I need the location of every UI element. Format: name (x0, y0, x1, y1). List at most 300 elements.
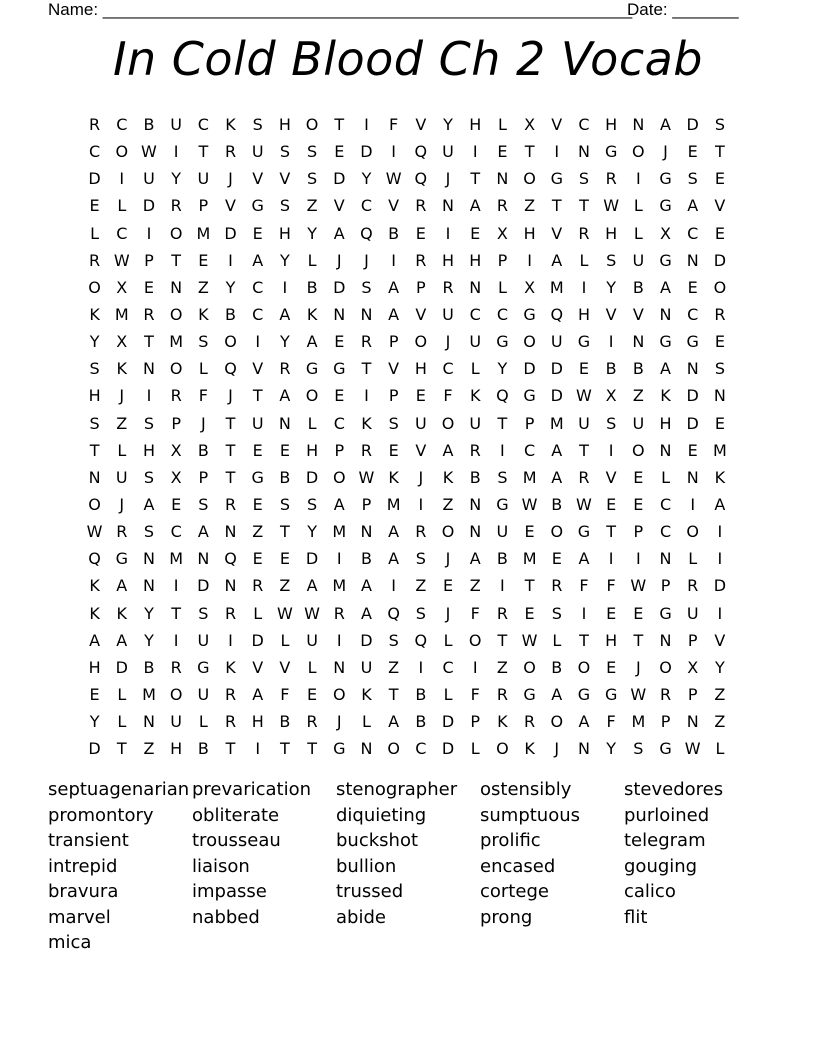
grid-letter[interactable]: A (333, 223, 345, 243)
grid-letter[interactable]: L (117, 440, 127, 460)
grid-letter[interactable]: R (524, 712, 536, 732)
grid-letter[interactable]: A (714, 495, 726, 515)
grid-letter[interactable]: I (608, 549, 614, 569)
grid-letter[interactable]: K (660, 386, 671, 406)
grid-letter[interactable]: A (660, 115, 671, 135)
grid-letter[interactable]: R (578, 223, 590, 243)
grid-letter[interactable]: F (280, 685, 290, 705)
grid-letter[interactable]: R (224, 685, 237, 705)
grid-letter[interactable]: Z (252, 522, 264, 542)
grid-letter[interactable]: R (89, 250, 101, 270)
grid-letter[interactable]: R (224, 495, 237, 515)
grid-letter[interactable]: F (443, 386, 453, 406)
grid-letter[interactable]: Y (144, 603, 154, 623)
grid-letter[interactable]: V (279, 169, 291, 189)
grid-letter[interactable]: M (169, 332, 184, 352)
grid-letter[interactable]: T (116, 739, 127, 759)
grid-letter[interactable]: V (714, 196, 726, 216)
grid-letter[interactable]: X (170, 467, 182, 487)
grid-letter[interactable]: N (224, 576, 237, 596)
grid-letter[interactable]: P (524, 413, 535, 433)
grid-letter[interactable]: S (143, 467, 155, 487)
grid-letter[interactable]: H (306, 440, 319, 460)
grid-letter[interactable]: V (279, 657, 291, 677)
grid-letter[interactable]: T (388, 685, 399, 705)
grid-letter[interactable]: G (577, 522, 591, 542)
grid-letter[interactable]: U (442, 142, 454, 162)
grid-letter[interactable]: Z (524, 196, 536, 216)
grid-letter[interactable]: B (632, 359, 644, 379)
grid-letter[interactable]: A (388, 277, 400, 297)
grid-letter[interactable]: J (445, 169, 451, 189)
grid-letter[interactable]: Z (143, 739, 155, 759)
grid-letter[interactable]: U (469, 332, 482, 352)
grid-letter[interactable]: B (225, 305, 237, 325)
grid-letter[interactable]: M (713, 440, 727, 460)
grid-letter[interactable]: W (141, 142, 157, 162)
grid-letter[interactable]: U (115, 467, 128, 487)
grid-letter[interactable]: C (659, 495, 672, 515)
grid-letter[interactable]: P (388, 332, 399, 352)
grid-letter[interactable]: I (336, 549, 342, 569)
grid-letter[interactable]: X (605, 386, 617, 406)
grid-letter[interactable]: D (686, 413, 699, 433)
grid-letter[interactable]: D (713, 250, 727, 270)
grid-letter[interactable]: P (660, 712, 671, 732)
grid-letter[interactable]: Z (279, 576, 291, 596)
grid-letter[interactable]: G (496, 332, 509, 352)
grid-letter[interactable]: I (255, 739, 261, 759)
grid-letter[interactable]: V (714, 630, 726, 650)
grid-letter[interactable]: Y (715, 657, 725, 677)
grid-letter[interactable]: E (252, 549, 263, 569)
grid-letter[interactable]: F (579, 576, 589, 596)
grid-letter[interactable]: K (198, 305, 209, 325)
grid-letter[interactable]: T (225, 413, 236, 433)
grid-letter[interactable]: J (119, 495, 125, 515)
grid-letter[interactable]: H (88, 657, 101, 677)
grid-letter[interactable]: E (687, 277, 698, 297)
grid-letter[interactable]: B (415, 685, 427, 705)
grid-letter[interactable]: S (551, 603, 562, 623)
grid-letter[interactable]: F (606, 712, 616, 732)
grid-letter[interactable]: W (113, 250, 130, 270)
grid-letter[interactable]: R (415, 522, 427, 542)
grid-letter[interactable]: Z (469, 576, 481, 596)
grid-letter[interactable]: L (633, 196, 643, 216)
grid-letter[interactable]: L (90, 223, 100, 243)
grid-letter[interactable]: I (391, 250, 397, 270)
grid-letter[interactable]: G (523, 685, 536, 705)
grid-letter[interactable]: P (633, 522, 644, 542)
grid-letter[interactable]: J (445, 549, 451, 569)
grid-letter[interactable]: F (389, 115, 399, 135)
grid-letter[interactable]: A (143, 495, 155, 515)
grid-letter[interactable]: W (358, 467, 375, 487)
grid-letter[interactable]: H (605, 630, 618, 650)
grid-letter[interactable]: Y (225, 277, 236, 297)
grid-letter[interactable]: Q (550, 305, 564, 325)
grid-letter[interactable]: M (549, 277, 564, 297)
grid-letter[interactable]: J (445, 332, 451, 352)
grid-letter[interactable]: L (198, 359, 208, 379)
grid-letter[interactable]: C (333, 413, 345, 433)
grid-letter[interactable]: B (143, 657, 155, 677)
grid-letter[interactable]: O (468, 630, 482, 650)
grid-letter[interactable]: B (197, 739, 209, 759)
grid-letter[interactable]: O (88, 277, 101, 297)
grid-letter[interactable]: R (224, 142, 237, 162)
grid-letter[interactable]: F (470, 685, 480, 705)
grid-letter[interactable]: C (252, 305, 264, 325)
grid-letter[interactable]: D (305, 467, 319, 487)
grid-letter[interactable]: R (714, 305, 726, 325)
grid-letter[interactable]: A (551, 467, 563, 487)
grid-letter[interactable]: N (686, 359, 699, 379)
grid-letter[interactable]: J (336, 712, 342, 732)
grid-letter[interactable]: S (307, 495, 318, 515)
grid-letter[interactable]: A (197, 522, 209, 542)
grid-letter[interactable]: L (307, 413, 317, 433)
grid-letter[interactable]: L (253, 603, 263, 623)
grid-letter[interactable]: P (388, 386, 399, 406)
grid-letter[interactable]: E (442, 576, 454, 596)
grid-letter[interactable]: T (334, 115, 345, 135)
grid-letter[interactable]: G (659, 739, 672, 759)
grid-letter[interactable]: T (225, 467, 236, 487)
grid-letter[interactable]: W (304, 603, 320, 623)
grid-letter[interactable]: O (632, 440, 645, 460)
grid-letter[interactable]: A (578, 712, 590, 732)
grid-letter[interactable]: Y (307, 522, 317, 542)
grid-letter[interactable]: L (470, 359, 480, 379)
grid-letter[interactable]: V (252, 169, 264, 189)
grid-letter[interactable]: L (307, 657, 317, 677)
grid-letter[interactable]: Y (361, 169, 372, 189)
grid-letter[interactable]: R (687, 576, 699, 596)
grid-letter[interactable]: C (360, 196, 373, 216)
grid-letter[interactable]: O (169, 305, 183, 325)
grid-letter[interactable]: E (89, 685, 100, 705)
grid-letter[interactable]: D (197, 576, 210, 596)
grid-letter[interactable]: P (198, 196, 209, 216)
grid-letter[interactable]: C (116, 223, 128, 243)
grid-letter[interactable]: C (469, 305, 481, 325)
grid-letter[interactable]: S (388, 413, 399, 433)
grid-letter[interactable]: T (606, 522, 617, 542)
grid-letter[interactable]: E (606, 657, 617, 677)
grid-letter[interactable]: S (89, 413, 100, 433)
grid-letter[interactable]: N (142, 712, 155, 732)
grid-letter[interactable]: S (198, 495, 209, 515)
grid-letter[interactable]: D (550, 386, 563, 406)
grid-letter[interactable]: S (415, 603, 426, 623)
grid-letter[interactable]: N (360, 522, 373, 542)
grid-letter[interactable]: C (170, 522, 182, 542)
grid-letter[interactable]: N (686, 250, 699, 270)
grid-letter[interactable]: D (251, 630, 264, 650)
grid-letter[interactable]: T (715, 142, 725, 162)
grid-letter[interactable]: O (88, 495, 101, 515)
grid-letter[interactable]: O (169, 685, 183, 705)
grid-letter[interactable]: E (388, 440, 399, 460)
grid-letter[interactable]: G (604, 142, 618, 162)
grid-letter[interactable]: S (143, 413, 155, 433)
grid-letter[interactable]: H (251, 712, 264, 732)
grid-letter[interactable]: Z (415, 576, 427, 596)
grid-letter[interactable]: G (305, 359, 319, 379)
grid-letter[interactable]: S (633, 739, 644, 759)
grid-letter[interactable]: T (524, 576, 535, 596)
grid-letter[interactable]: C (252, 277, 264, 297)
grid-letter[interactable]: A (388, 712, 400, 732)
grid-letter[interactable]: M (332, 576, 347, 596)
grid-letter[interactable]: T (198, 142, 209, 162)
grid-letter[interactable]: D (360, 142, 373, 162)
grid-letter[interactable]: A (279, 305, 291, 325)
grid-letter[interactable]: A (388, 305, 400, 325)
grid-letter[interactable]: M (522, 467, 537, 487)
grid-letter[interactable]: C (442, 657, 454, 677)
grid-letter[interactable]: U (496, 522, 509, 542)
grid-letter[interactable]: Z (714, 712, 726, 732)
grid-letter[interactable]: K (89, 576, 100, 596)
grid-letter[interactable]: I (173, 142, 179, 162)
grid-letter[interactable]: E (252, 440, 263, 460)
grid-letter[interactable]: Y (89, 712, 100, 732)
grid-letter[interactable]: A (360, 576, 372, 596)
grid-letter[interactable]: A (551, 250, 563, 270)
grid-letter[interactable]: S (361, 277, 372, 297)
grid-letter[interactable]: B (279, 467, 291, 487)
grid-letter[interactable]: L (117, 712, 127, 732)
grid-letter[interactable]: E (687, 142, 698, 162)
grid-letter[interactable]: S (388, 630, 399, 650)
grid-letter[interactable]: E (606, 495, 617, 515)
grid-letter[interactable]: Z (197, 277, 209, 297)
grid-letter[interactable]: K (225, 115, 236, 135)
grid-letter[interactable]: Q (414, 630, 428, 650)
grid-letter[interactable]: K (116, 603, 128, 623)
grid-letter[interactable]: J (663, 142, 668, 162)
grid-letter[interactable]: A (116, 576, 128, 596)
grid-letter[interactable]: R (143, 305, 155, 325)
grid-letter[interactable]: N (278, 413, 291, 433)
name-field-label[interactable]: Name: ________________________________________________________ (48, 0, 633, 19)
grid-letter[interactable]: N (659, 305, 672, 325)
grid-letter[interactable]: O (305, 115, 319, 135)
grid-letter[interactable]: I (282, 277, 288, 297)
grid-letter[interactable]: D (360, 630, 373, 650)
grid-letter[interactable]: U (414, 413, 427, 433)
grid-letter[interactable]: B (360, 549, 372, 569)
grid-letter[interactable]: Y (144, 630, 154, 650)
grid-letter[interactable]: E (279, 440, 290, 460)
grid-letter[interactable]: B (279, 712, 291, 732)
grid-letter[interactable]: R (170, 196, 182, 216)
grid-letter[interactable]: T (579, 196, 589, 216)
grid-letter[interactable]: C (496, 305, 508, 325)
grid-letter[interactable]: D (333, 277, 346, 297)
grid-letter[interactable]: I (527, 250, 532, 270)
grid-letter[interactable]: W (521, 630, 538, 650)
grid-letter[interactable]: L (661, 467, 670, 487)
grid-letter[interactable]: N (142, 576, 155, 596)
grid-letter[interactable]: R (496, 603, 508, 623)
grid-letter[interactable]: J (635, 657, 641, 677)
grid-letter[interactable]: B (496, 549, 508, 569)
grid-letter[interactable]: K (361, 413, 372, 433)
grid-letter[interactable]: N (360, 305, 373, 325)
grid-letter[interactable]: O (441, 522, 455, 542)
grid-letter[interactable]: C (524, 440, 536, 460)
grid-letter[interactable]: B (415, 712, 427, 732)
grid-letter[interactable]: P (144, 250, 154, 270)
grid-letter[interactable]: E (714, 169, 725, 189)
grid-letter[interactable]: G (659, 603, 672, 623)
grid-letter[interactable]: U (197, 169, 210, 189)
grid-letter[interactable]: U (197, 630, 210, 650)
grid-letter[interactable]: N (442, 196, 455, 216)
grid-letter[interactable]: V (551, 115, 563, 135)
grid-letter[interactable]: E (89, 196, 100, 216)
grid-letter[interactable]: K (116, 359, 128, 379)
grid-letter[interactable]: G (523, 305, 536, 325)
grid-letter[interactable]: N (496, 169, 509, 189)
grid-letter[interactable]: A (116, 630, 128, 650)
grid-letter[interactable]: J (336, 250, 342, 270)
grid-letter[interactable]: E (633, 603, 644, 623)
grid-letter[interactable]: G (659, 169, 672, 189)
grid-letter[interactable]: E (334, 386, 345, 406)
grid-letter[interactable]: Z (116, 413, 128, 433)
grid-letter[interactable]: E (198, 250, 209, 270)
grid-letter[interactable]: I (690, 495, 696, 515)
grid-letter[interactable]: E (252, 223, 263, 243)
grid-letter[interactable]: N (469, 495, 482, 515)
grid-letter[interactable]: B (469, 467, 481, 487)
grid-letter[interactable]: S (279, 142, 290, 162)
grid-letter[interactable]: S (578, 169, 590, 189)
grid-letter[interactable]: I (364, 115, 369, 135)
grid-letter[interactable]: S (279, 495, 290, 515)
grid-letter[interactable]: G (604, 685, 618, 705)
grid-letter[interactable]: M (142, 685, 156, 705)
grid-letter[interactable]: G (496, 495, 509, 515)
grid-letter[interactable]: C (89, 142, 101, 162)
grid-letter[interactable]: E (470, 223, 481, 243)
grid-letter[interactable]: R (279, 359, 291, 379)
grid-letter[interactable]: P (470, 712, 481, 732)
grid-letter[interactable]: R (360, 332, 373, 352)
grid-letter[interactable]: G (333, 359, 346, 379)
grid-letter[interactable]: S (714, 359, 725, 379)
grid-letter[interactable]: R (659, 685, 672, 705)
grid-letter[interactable]: I (146, 223, 152, 243)
grid-letter[interactable]: C (659, 522, 672, 542)
grid-letter[interactable]: K (469, 386, 481, 406)
grid-letter[interactable]: R (469, 440, 481, 460)
grid-letter[interactable]: S (252, 115, 263, 135)
grid-letter[interactable]: W (276, 603, 293, 623)
grid-letter[interactable]: O (659, 657, 672, 677)
grid-letter[interactable]: Y (307, 223, 317, 243)
grid-letter[interactable]: A (279, 386, 291, 406)
grid-letter[interactable]: E (279, 549, 290, 569)
grid-letter[interactable]: U (170, 712, 183, 732)
grid-letter[interactable]: V (388, 196, 400, 216)
grid-letter[interactable]: Q (496, 386, 509, 406)
grid-letter[interactable]: W (86, 522, 103, 542)
grid-letter[interactable]: O (441, 413, 455, 433)
grid-letter[interactable]: E (524, 522, 535, 542)
grid-letter[interactable]: D (88, 169, 101, 189)
grid-letter[interactable]: N (224, 522, 237, 542)
grid-letter[interactable]: L (280, 630, 290, 650)
grid-letter[interactable]: D (550, 359, 563, 379)
grid-letter[interactable]: L (198, 712, 208, 732)
grid-letter[interactable]: N (469, 277, 482, 297)
grid-letter[interactable]: A (388, 549, 400, 569)
grid-letter[interactable]: B (306, 277, 318, 297)
grid-letter[interactable]: D (686, 115, 699, 135)
grid-letter[interactable]: G (659, 250, 672, 270)
grid-letter[interactable]: I (255, 332, 261, 352)
grid-letter[interactable]: E (578, 359, 590, 379)
grid-letter[interactable]: V (415, 440, 427, 460)
grid-letter[interactable]: A (89, 630, 101, 650)
grid-letter[interactable]: O (496, 739, 509, 759)
grid-letter[interactable]: B (388, 223, 400, 243)
grid-letter[interactable]: V (551, 223, 563, 243)
grid-letter[interactable]: Z (306, 196, 318, 216)
grid-letter[interactable]: W (576, 495, 592, 515)
grid-letter[interactable]: L (362, 712, 371, 732)
grid-letter[interactable]: B (551, 657, 563, 677)
grid-letter[interactable]: N (632, 332, 645, 352)
grid-letter[interactable]: U (143, 169, 155, 189)
grid-letter[interactable]: R (170, 386, 182, 406)
grid-letter[interactable]: C (442, 359, 454, 379)
grid-letter[interactable]: T (280, 522, 290, 542)
grid-letter[interactable]: C (578, 115, 590, 135)
grid-letter[interactable]: J (228, 386, 233, 406)
grid-letter[interactable]: X (496, 223, 508, 243)
grid-letter[interactable]: U (360, 657, 373, 677)
grid-letter[interactable]: R (578, 467, 590, 487)
grid-letter[interactable]: E (551, 549, 562, 569)
grid-letter[interactable]: O (523, 657, 536, 677)
grid-letter[interactable]: L (470, 739, 480, 759)
grid-letter[interactable]: Q (88, 549, 101, 569)
grid-letter[interactable]: I (554, 142, 560, 162)
grid-letter[interactable]: S (198, 332, 209, 352)
grid-letter[interactable]: V (605, 467, 617, 487)
grid-letter[interactable]: I (364, 386, 369, 406)
grid-letter[interactable]: L (497, 277, 507, 297)
grid-letter[interactable]: E (606, 603, 617, 623)
grid-letter[interactable]: O (414, 332, 428, 352)
grid-letter[interactable]: N (659, 440, 672, 460)
grid-letter[interactable]: I (608, 440, 614, 460)
grid-letter[interactable]: G (577, 685, 591, 705)
grid-letter[interactable]: J (119, 386, 125, 406)
grid-letter[interactable]: L (633, 223, 643, 243)
grid-letter[interactable]: E (633, 495, 644, 515)
grid-letter[interactable]: I (581, 277, 587, 297)
grid-letter[interactable]: C (415, 739, 427, 759)
grid-letter[interactable]: Y (606, 739, 617, 759)
